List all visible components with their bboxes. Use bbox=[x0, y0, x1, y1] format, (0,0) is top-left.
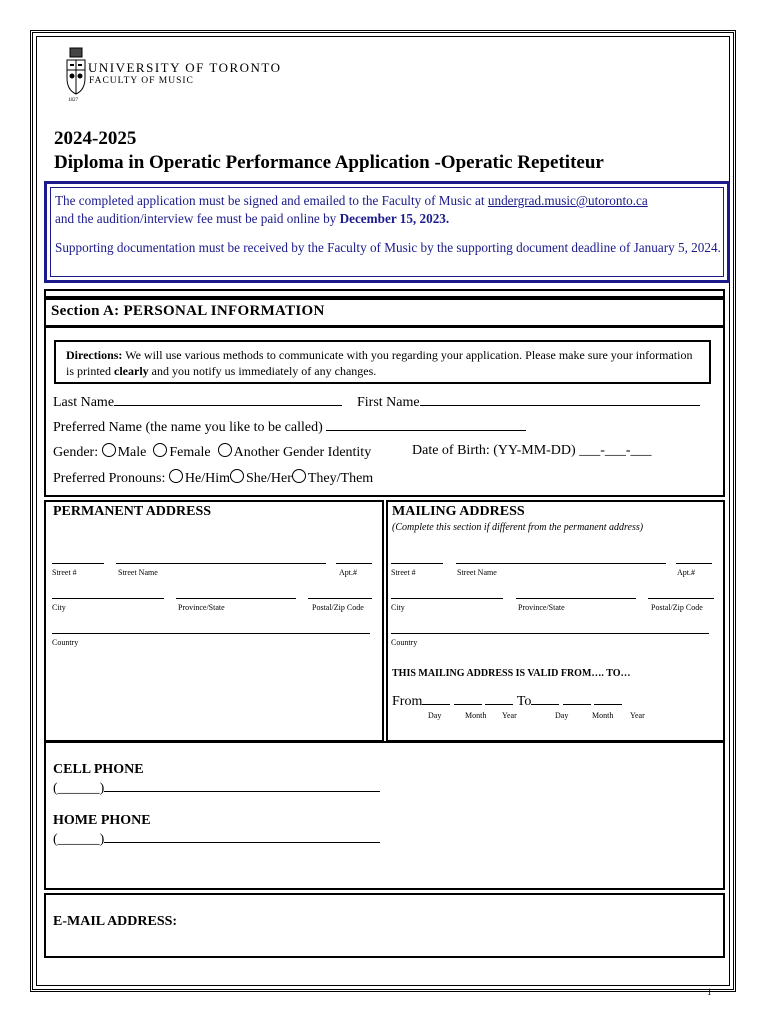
mailing-note: (Complete this section if different from the permanent address) bbox=[392, 522, 644, 533]
mailing-country-label: Country bbox=[391, 638, 418, 647]
permanent-address-title: PERMANENT ADDRESS bbox=[53, 504, 212, 519]
notice-paragraph-1: The completed application must be signed and emailed to the Faculty of Music at undergrad.music@utoronto.ca and the audition/interview fee must be paid online by December 15, 2023. bbox=[55, 193, 648, 226]
cell-phone-label: CELL PHONE bbox=[53, 762, 144, 777]
postal-label: Postal/Zip Code bbox=[312, 603, 364, 612]
form-title: Diploma in Operatic Performance Application -Operatic Repetiteur bbox=[54, 152, 604, 173]
mailing-valid-label: THIS MAILING ADDRESS IS VALID FROM…. TO… bbox=[392, 668, 631, 679]
from-year-label: Year bbox=[502, 711, 517, 720]
apt-label: Apt.# bbox=[339, 568, 357, 577]
home-phone-label: HOME PHONE bbox=[53, 813, 151, 828]
cell-phone-field[interactable]: (______) bbox=[53, 779, 380, 797]
academic-year: 2024-2025 bbox=[54, 128, 137, 149]
street-name-label: Street Name bbox=[118, 568, 158, 577]
section-divider bbox=[44, 296, 725, 300]
city-label: City bbox=[52, 603, 66, 612]
mailing-apt-label: Apt.# bbox=[677, 568, 695, 577]
from-month-label: Month bbox=[465, 711, 487, 720]
email-link[interactable]: undergrad.music@utoronto.ca bbox=[487, 193, 648, 208]
mailing-province-label: Province/State bbox=[518, 603, 565, 612]
last-name-field[interactable]: Last Name bbox=[53, 393, 342, 411]
section-a-title: Section A: PERSONAL INFORMATION bbox=[51, 303, 325, 319]
page-number: 1 bbox=[707, 987, 712, 997]
gender-field: Gender: Male Female Another Gender Identity bbox=[53, 445, 372, 460]
street-number-label: Street # bbox=[52, 568, 77, 577]
mailing-address-title: MAILING ADDRESS bbox=[392, 504, 525, 519]
faculty-name: FACULTY OF MUSIC bbox=[89, 76, 194, 86]
notice-paragraph-2: Supporting documentation must be received by the Faculty of Music by the supporting document deadline of January 5, 2024. bbox=[55, 240, 721, 255]
permanent-address-box bbox=[44, 500, 384, 742]
university-name: UNIVERSITY OF TORONTO bbox=[88, 60, 282, 75]
mailing-street-name-label: Street Name bbox=[457, 568, 497, 577]
pronoun-he-radio[interactable]: He/Him bbox=[169, 471, 230, 486]
svg-text:1827: 1827 bbox=[68, 98, 78, 102]
to-day-label: Day bbox=[555, 711, 569, 720]
submission-notice bbox=[44, 181, 730, 283]
mailing-postal-label: Postal/Zip Code bbox=[651, 603, 703, 612]
province-label: Province/State bbox=[178, 603, 225, 612]
gender-another-radio[interactable]: Another Gender Identity bbox=[218, 445, 372, 460]
home-phone-field[interactable]: (______) bbox=[53, 830, 380, 848]
directions-box: Directions: We will use various methods to communicate with you regarding your application. Please make sure your information is printed clearly and you notify us immediately of any changes. bbox=[54, 340, 711, 384]
to-month-label: Month bbox=[592, 711, 614, 720]
first-name-field[interactable]: First Name bbox=[357, 393, 700, 411]
pronouns-field: Preferred Pronouns: He/Him She/Her They/Them bbox=[53, 471, 374, 486]
to-year-label: Year bbox=[630, 711, 645, 720]
email-field-label[interactable]: E-MAIL ADDRESS: bbox=[53, 914, 178, 929]
valid-from-to-field[interactable]: From To bbox=[392, 692, 622, 710]
country-label: Country bbox=[52, 638, 79, 647]
gender-female-radio[interactable]: Female bbox=[153, 445, 210, 460]
mailing-city-label: City bbox=[391, 603, 405, 612]
preferred-name-field[interactable]: Preferred Name (the name you like to be called) bbox=[53, 418, 526, 436]
section-divider bbox=[44, 325, 725, 328]
deadline-date: December 15, 2023. bbox=[339, 211, 450, 226]
date-of-birth-field[interactable]: Date of Birth: (YY-MM-DD) ___-___-___ bbox=[412, 443, 652, 458]
gender-male-radio[interactable]: Male bbox=[102, 445, 147, 460]
pronoun-they-radio[interactable]: They/Them bbox=[292, 471, 373, 486]
pronoun-she-radio[interactable]: She/Her bbox=[230, 471, 292, 486]
mailing-street-number-label: Street # bbox=[391, 568, 416, 577]
from-day-label: Day bbox=[428, 711, 442, 720]
